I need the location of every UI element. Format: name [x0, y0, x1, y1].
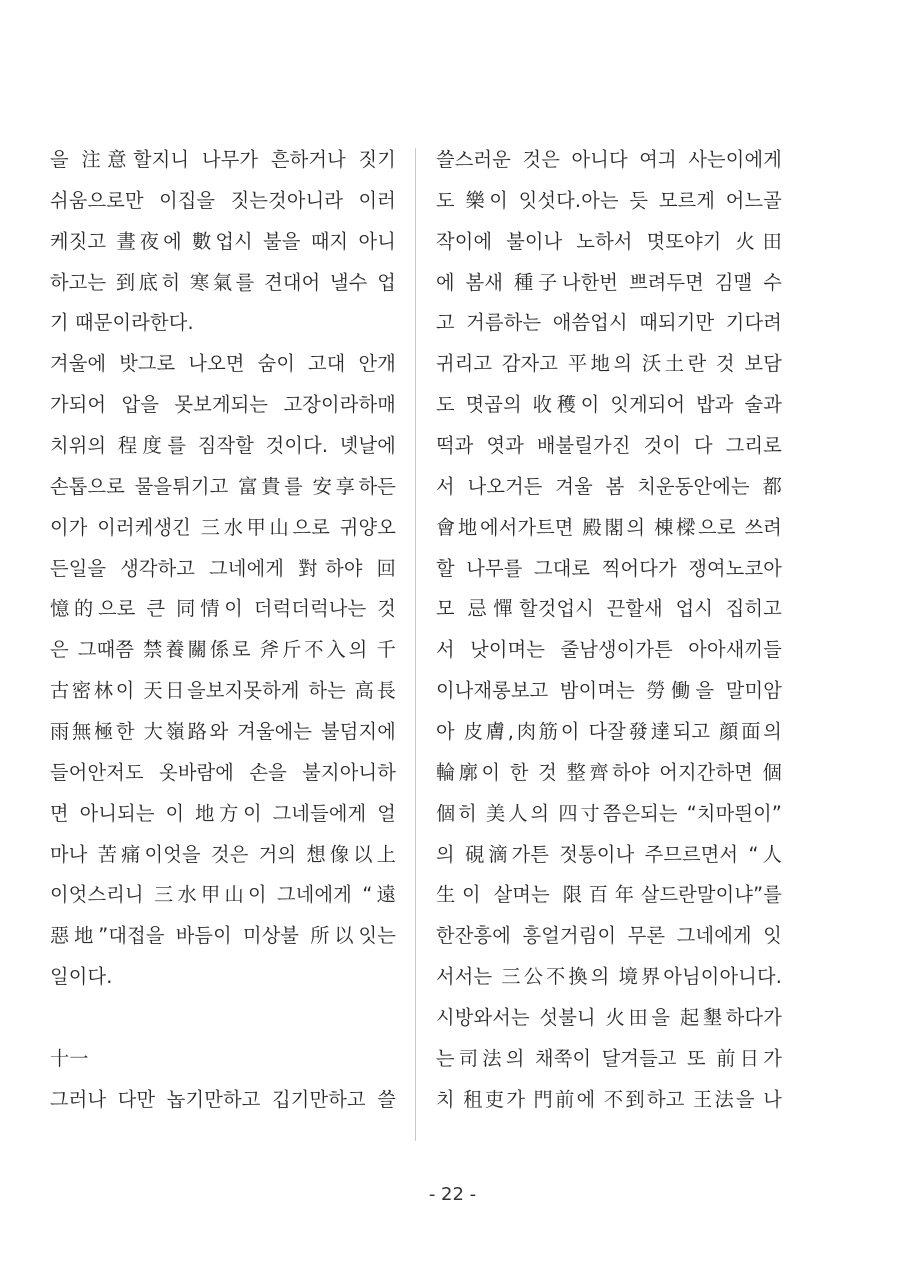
text-line: 고 거름하는 애씀업시 때되기만 기다려: [436, 311, 782, 335]
text-line: 에 봄새 種子나한번 쁘려두면 김맬 수: [436, 270, 782, 294]
text-line: 면 아니되는 이 地方이 그네들에게 얼: [50, 801, 396, 825]
paragraph-3: [50, 1080, 396, 1121]
text-line: 서 낫이며는 줄남생이가튼 아아새끼들: [436, 638, 782, 662]
text-line: 귀리고 감자고 平地의 沃土란 것 보담: [436, 352, 782, 376]
text-line: 쓸스러운 것은 아니다 여긔 사는이에게: [436, 148, 782, 171]
text-line: 會地에서가트면 殿閣의 棟樑으로 쓰려: [436, 515, 782, 539]
text-line: 서서는 三公不換의 境界아님이아니다.: [436, 965, 782, 989]
left-column: [50, 140, 396, 1121]
text-line: 이나재롱보고 밤이며는 勞働을 말미암: [436, 679, 782, 703]
text-line: 의 硯滴가튼 젓통이나 주므르면서 “人: [436, 842, 782, 866]
section-heading: 十一: [50, 1046, 89, 1070]
spacer: [50, 998, 396, 1039]
text-line: 치위의 程度를 짐작할 것이다. 녯날에: [50, 434, 396, 458]
text-line: 케짓고 晝夜에 數업시 불을 때지 아니: [50, 229, 396, 253]
text-line: 이가 이러케생긴 三水甲山으로 귀양오: [50, 515, 396, 539]
text-line: 손톱으로 물을튀기고 富貴를 安享하든: [50, 474, 396, 498]
text-line: 일이다.: [50, 965, 113, 989]
text-line: 마나 苦痛이엇을 것은 거의 想像以上: [50, 842, 396, 866]
text-line: 기 때문이라한다.: [50, 311, 194, 335]
text-line: 은 그때쯤 禁養關係로 斧斤不入의 千: [50, 638, 396, 662]
text-line: 도 몃곱의 收穫이 잇게되어 밥과 술과: [436, 393, 782, 417]
paragraph-2: [50, 344, 396, 998]
text-line: 할 나무를 그대로 찍어다가 쟁여노코아: [436, 556, 782, 580]
text-line: 그러나 다만 놉기만하고 깁기만하고 쓸: [50, 1087, 396, 1111]
text-line: 치 租吏가 門前에 不到하고 王法을 나: [436, 1087, 782, 1111]
page-number: - 22 -: [428, 1184, 477, 1205]
paragraph-1: [50, 140, 396, 344]
text-line: 든일을 생각하고 그네에게 對하야 回: [50, 556, 396, 580]
text-line: 惡地”대접을 바듬이 미상불 所以잇는: [50, 924, 396, 948]
text-line: 을 注意할지니 나무가 흔하거나 짓기: [50, 148, 396, 171]
text-line: 떡과 엿과 배불릴가진 것이 다 그리로: [436, 434, 782, 458]
right-column: [436, 140, 782, 1121]
text-line: 古密林이 天日을보지못하게 하는 高長: [50, 679, 396, 703]
text-line: 憶的으로 큰 同情이 더럭더럭나는 것: [50, 597, 396, 621]
text-line: 모 忌憚할것업시 끈할새 업시 집히고: [436, 597, 782, 621]
text-line: 한잔흥에 흥얼거림이 무론 그네에게 잇: [436, 924, 782, 948]
text-line: 도 樂이 잇섯다.아는 듯 모르게 어느골: [436, 188, 782, 212]
text-line: 겨울에 밧그로 나오면 숨이 고대 안개: [50, 352, 396, 376]
text-line: 쉬움으로만 이집을 짓는것아니라 이러: [50, 188, 396, 212]
text-line: 서 나오거든 겨울 봄 치운동안에는 都: [436, 474, 782, 498]
column-divider: [415, 148, 416, 1141]
text-line: 生이 살며는 限百年살드란말이냐”를: [436, 883, 782, 907]
text-line: 하고는 到底히 寒氣를 견대어 낼수 업: [50, 270, 396, 294]
text-line: 아 皮膚,肉筋이 다잘發達되고 顔面의: [436, 720, 782, 744]
text-line: 輪廓이 한 것 整齊하야 어지간하면 個: [436, 760, 782, 784]
text-line: 시방와서는 섯불니 火田을 起墾하다가: [436, 1006, 782, 1030]
text-line: 가되어 압을 못보게되는 고장이라하매: [50, 393, 396, 417]
text-line: 들어안저도 옷바람에 손을 불지아니하: [50, 760, 396, 784]
text-line: 雨無極한 大嶺路와 겨울에는 불덤지에: [50, 720, 396, 744]
text-line: 는司法의 채쭉이 달겨들고 또 前日가: [436, 1046, 782, 1070]
text-line: 작이에 불이나 노하서 몃또야기 火田: [436, 229, 782, 253]
text-line: 個히 美人의 四寸쯤은되는 “치마띈이”: [436, 801, 782, 825]
text-line: 이엇스리니 三水甲山이 그네에게 “遠: [50, 883, 396, 907]
